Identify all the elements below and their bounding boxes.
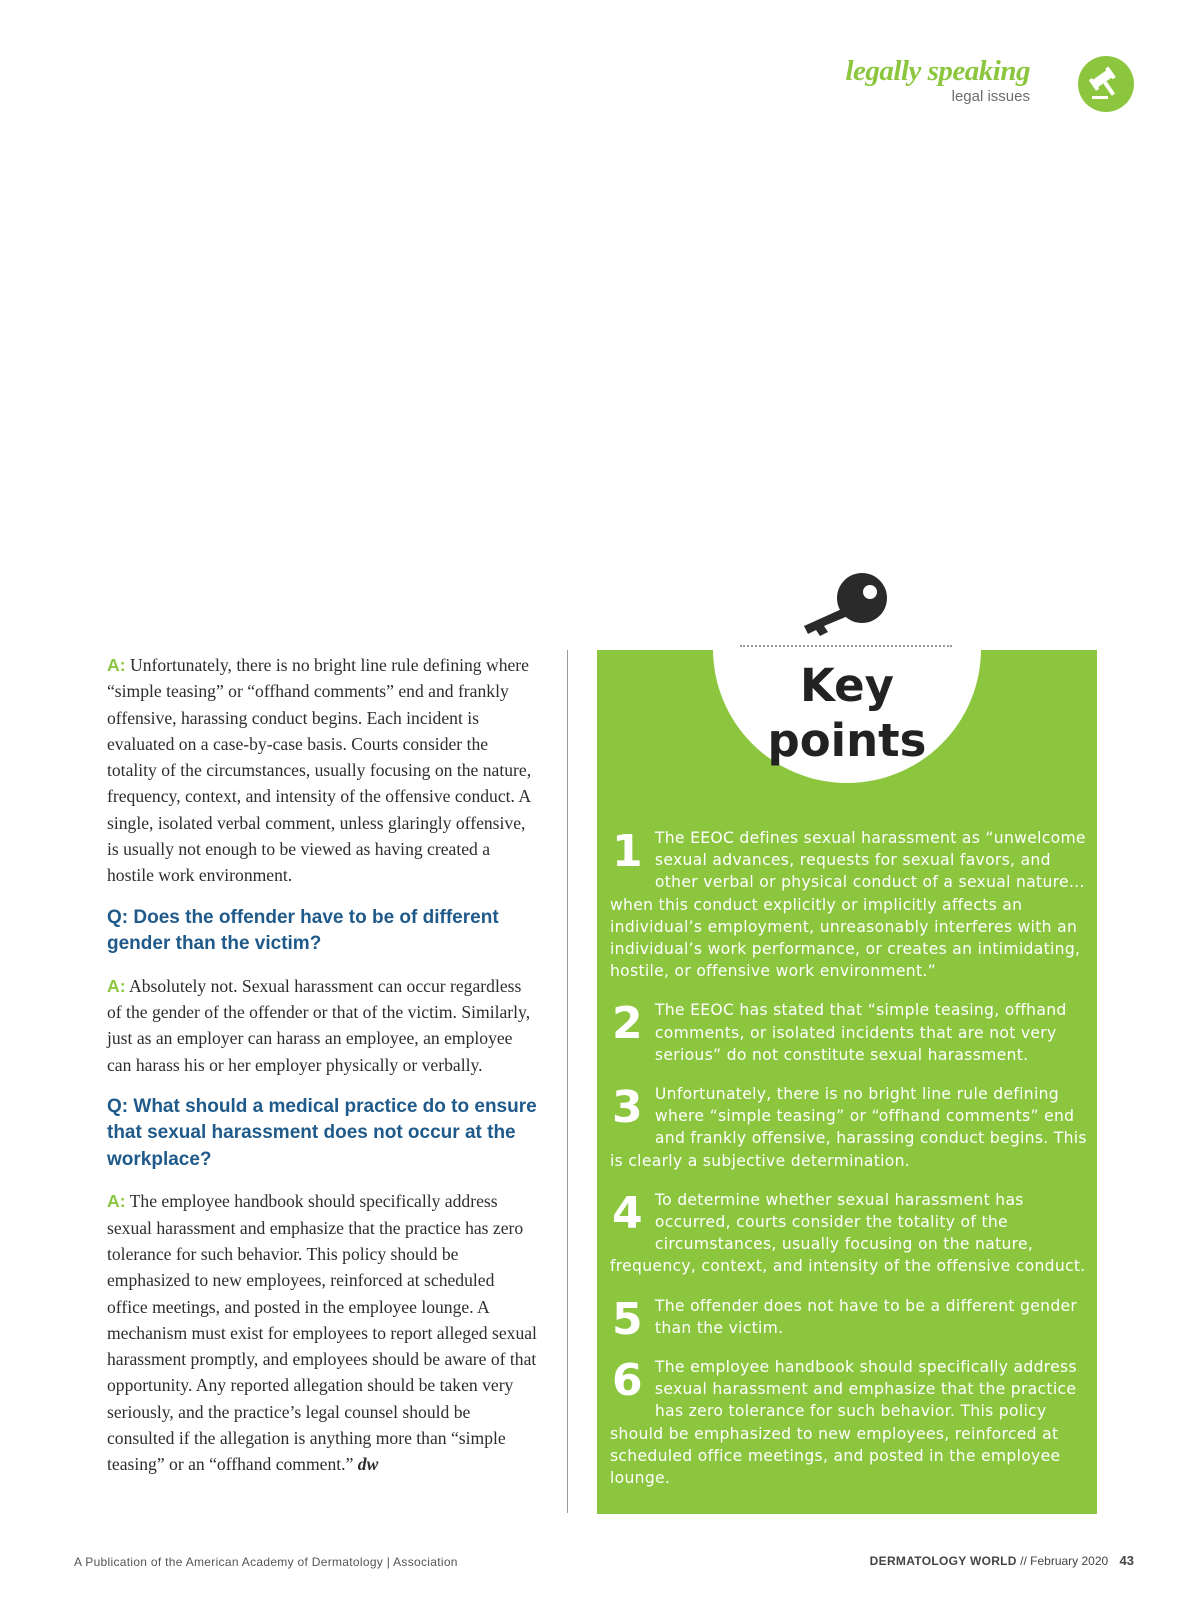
key-points-title-line1: Key bbox=[800, 659, 894, 712]
footer-date: February 2020 bbox=[1030, 1554, 1109, 1568]
answer-marker: A: bbox=[107, 1191, 126, 1212]
page-number: 43 bbox=[1119, 1553, 1134, 1568]
column-divider bbox=[567, 650, 568, 1513]
gavel-icon bbox=[1078, 56, 1134, 112]
key-point-number: 5 bbox=[612, 1293, 643, 1345]
article-body bbox=[107, 652, 537, 1494]
key-point-text: The offender does not have to be a different gender than the victim. bbox=[654, 1296, 1078, 1337]
key-point-item bbox=[610, 999, 1088, 1066]
key-point-number: 3 bbox=[612, 1082, 643, 1134]
answer-text: The employee handbook should specifically address sexual harassment and emphasize that the practice has zero tolerance for such behavior. This policy should be emphasized to new employees, reinforced at scheduled office meetings, and posted in the employee lounge. A mechanism must exist for employees to report alleged sexual harassment promptly, and employees should be aware of that opportunity. Any reported allegation should be taken very seriously, and the practice’s legal counsel should be consulted if the allegation is anything more than “simple teasing” or an “offhand comment.” bbox=[107, 1191, 537, 1475]
answer-paragraph bbox=[107, 1188, 537, 1477]
section-header bbox=[845, 56, 1030, 106]
key-point-item bbox=[610, 827, 1088, 982]
answer-text: Absolutely not. Sexual harassment can occur regardless of the gender of the offender or that of the victim. Similarly, just as an employer can harass an employee, an employee can harass his or her employer physically or verbally. bbox=[107, 975, 531, 1075]
footer-folio bbox=[870, 1553, 1134, 1568]
key-point-item bbox=[610, 1356, 1088, 1489]
key-point-text: The EEOC defines sexual harassment as “unwelcome sexual advances, requests for sexual favors, and other verbal or physical conduct of a sexual nature…when this conduct explicitly or implicitly affects an individual’s employment, unreasonably interferes with an individual’s work performance, or creates an intimidating, hostile, or offensive work environment.” bbox=[610, 829, 1086, 981]
key-points-title-line2: points bbox=[767, 714, 927, 767]
section-title: legally speaking bbox=[845, 55, 1030, 87]
key-point-text: The employee handbook should specifically address sexual harassment and emphasize that the practice has zero tolerance for such behavior. This policy should be emphasized to new employees, reinforced at scheduled office meetings, and posted in the employee lounge. bbox=[610, 1358, 1077, 1488]
dotted-divider bbox=[740, 645, 952, 647]
key-point-item bbox=[610, 1293, 1088, 1345]
answer-marker: A: bbox=[107, 975, 126, 996]
answer-paragraph bbox=[107, 652, 537, 889]
key-point-text: The EEOC has stated that “simple teasing, offhand comments, or isolated incidents that are not very serious” do not constitute sexual harassment. bbox=[654, 1001, 1067, 1064]
key-point-number: 6 bbox=[612, 1355, 643, 1407]
key-point-number: 2 bbox=[612, 998, 643, 1050]
author-initials: dw bbox=[357, 1454, 379, 1475]
question-heading: Q: Does the offender have to be of different gender than the victim? bbox=[107, 906, 499, 955]
key-point-item bbox=[610, 1083, 1088, 1172]
key-points-box bbox=[597, 650, 1097, 1514]
footer-separator: // bbox=[1020, 1554, 1027, 1568]
key-point-number: 4 bbox=[612, 1187, 643, 1239]
section-subtitle: legal issues bbox=[951, 88, 1030, 105]
key-point-text: Unfortunately, there is no bright line rule defining where “simple teasing” or “offhand comments” end and frankly offensive, harassing conduct begins. This is clearly a subjective determination. bbox=[610, 1085, 1087, 1170]
answer-marker: A: bbox=[107, 655, 126, 675]
question-heading: Q: What should a medical practice do to ensure that sexual harassment does not occur at the workplace? bbox=[107, 1095, 537, 1170]
answer-text: Unfortunately, there is no bright line rule defining where “simple teasing” or “offhand comments” end and frankly offensive, harassing conduct begins. Each incident is evaluated on a case-by-case basis. Courts consider the totality of the circumstances, usually focusing on the nature, frequency, context, and intensity of the offensive conduct. A single, isolated verbal comment, unless glaringly offensive, is usually not enough to be viewed as having created a hostile work environment. bbox=[107, 655, 532, 886]
key-point-item bbox=[610, 1189, 1088, 1278]
answer-paragraph bbox=[107, 973, 537, 1078]
key-points-list bbox=[610, 827, 1088, 1506]
key-point-text: To determine whether sexual harassment has occurred, courts consider the totality of the circumstances, usually focusing on the nature, frequency, context, and intensity of the offensive conduct. bbox=[610, 1190, 1086, 1276]
key-points-title bbox=[597, 658, 1097, 768]
footer-publication: A Publication of the American Academy of Dermatology | Association bbox=[74, 1555, 458, 1569]
key-point-number: 1 bbox=[612, 826, 643, 877]
key-icon bbox=[796, 568, 892, 638]
footer-magazine: DERMATOLOGY WORLD bbox=[869, 1554, 1017, 1568]
